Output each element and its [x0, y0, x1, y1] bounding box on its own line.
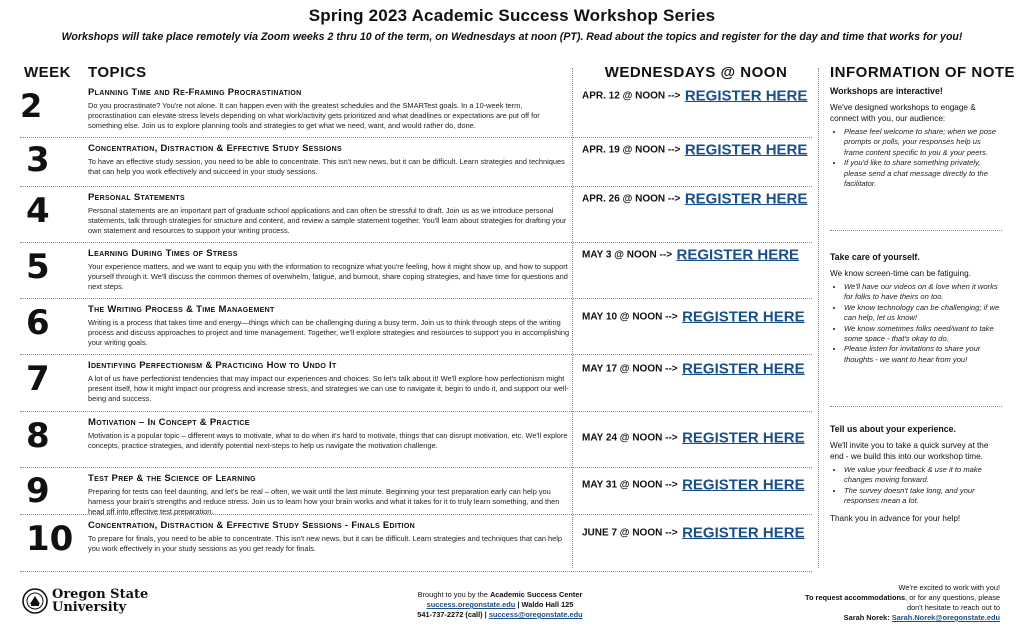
info-bullet: • We know sometimes folks need/want to take some space - that's okay to do.: [844, 324, 1002, 345]
workshop-description: Do you procrastinate? You're not alone. It can happen even with the greatest schedules and the SMARTest goals. In a 10-week term, procrastination can elevate stress levels depending on what work/activity gets prioritized and what deadlines or expectations are put off for something else. Join us to explore planning tools and strategies to get what we need, want, and would rather do, done.: [88, 101, 540, 131]
workshop-description: Personal statements are an important part of graduate school applications and can often be stressful to draft. Join us as we introduce personal statements, talk through strategies for structure and content, and review a sample statement together. You'll learn about strategies for drafting your own statement and resources to support your writing process.: [88, 206, 567, 236]
info-bullets: [830, 282, 1002, 365]
footer-excited: We're excited to work with you!: [898, 583, 1000, 592]
info-bullet: • Please feel welcome to share; when we pose prompts or polls, your responses help us frame content specific to you & your peers.: [844, 127, 1002, 158]
info-bullet: • The survey doesn't take long, and your responses mean a lot.: [844, 486, 1002, 507]
footer-center-name: Academic Success Center: [489, 590, 583, 599]
workshop-date: MAY 3 @ NOON -->: [582, 249, 673, 261]
info-bullets: [830, 465, 1002, 507]
workshop-title: Motivation – In Concept & Practice: [88, 417, 250, 428]
workshop-title: Identifying Perfectionism & Practicing How to Undo It: [88, 360, 337, 371]
register-link[interactable]: REGISTER HERE: [682, 524, 805, 542]
page-title: Spring 2023 Academic Success Workshop Series: [308, 6, 716, 25]
footer-contact: [800, 613, 1000, 623]
workshop-schedule: [582, 190, 814, 208]
week-number: 9: [26, 471, 50, 511]
workshop-title: The Writing Process & Time Management: [88, 304, 275, 315]
info-bullet: • Please listen for invitations to share your thoughts - we want to hear from you!: [844, 344, 1002, 365]
footer-contact-line: [380, 610, 620, 620]
workshop-schedule: [582, 476, 814, 494]
register-link[interactable]: REGISTER HERE: [684, 87, 808, 105]
workshop-date: APR. 12 @ NOON -->: [582, 90, 681, 102]
workshop-title: Test Prep & the Science of Learning: [88, 473, 256, 484]
footer-center-info: [380, 590, 620, 620]
week-number: 3: [26, 140, 50, 180]
footer-web-line: [380, 600, 620, 610]
contact-email-link[interactable]: Sarah.Norek@oregonstate.edu: [891, 613, 1000, 622]
info-column-header: INFORMATION OF NOTE: [830, 64, 1016, 81]
week-number: 6: [26, 303, 50, 343]
footer-accommodations-text: [800, 593, 1000, 613]
workshop-title: Concentration, Distraction & Effective Study Sessions - Finals Edition: [88, 520, 416, 531]
center-location: | Waldo Hall 125: [517, 600, 574, 609]
register-link[interactable]: REGISTER HERE: [684, 141, 808, 159]
info-bullet: • We value your feedback & use it to make changes moving forward.: [844, 465, 1002, 486]
week-column-header: WEEK: [24, 64, 71, 81]
register-link[interactable]: REGISTER HERE: [682, 360, 805, 378]
workshop-description: Motivation is a popular topic – different ways to motivate, what to do when it's hard to motivate, things that can disrupt motivation, etc. We'll explore concepts, practice strategies, and identify potential next-steps to help us navigate the motivation challenge.: [88, 431, 568, 451]
footer-accommodations: [800, 583, 1000, 623]
workshop-row: [20, 354, 812, 411]
workshop-schedule: [582, 429, 814, 447]
footer-credit: [380, 590, 620, 600]
workshop-title: Planning Time and Re-Framing Procrastination: [88, 87, 302, 98]
register-link[interactable]: REGISTER HERE: [682, 429, 805, 447]
workshop-schedule: [582, 308, 814, 326]
workshop-schedule: [582, 246, 814, 264]
university-logo: [22, 586, 148, 616]
info-heading: Workshops are interactive!: [830, 86, 943, 96]
workshop-description: To prepare for finals, you need to be able to concentrate. This isn't new news, but it can be difficult. Learn strategies and techniques that can help you work effectively in your study sessions as you get ready for finals.: [88, 534, 563, 554]
info-bullet: • We'll have our videos on & love when it works for folks to have theirs on too.: [844, 282, 1002, 303]
info-bullet: • We know technology can be challenging; if we can help, let us know!: [844, 303, 1002, 324]
info-heading: Take care of yourself.: [830, 252, 920, 262]
info-divider: [830, 406, 1002, 407]
week-number: 7: [26, 359, 50, 399]
workshop-schedule: [582, 360, 814, 378]
week-number: 8: [26, 416, 50, 456]
workshop-date: MAY 24 @ NOON -->: [582, 432, 678, 444]
info-heading: Tell us about your experience.: [830, 424, 956, 434]
workshop-date: APR. 19 @ NOON -->: [582, 144, 681, 156]
accommodations-text: , or for any questions, please don't hesitate to reach out to: [905, 593, 1000, 612]
workshop-row: [20, 514, 812, 571]
register-link[interactable]: REGISTER HERE: [684, 190, 808, 208]
workshop-title: Concentration, Distraction & Effective Study Sessions: [88, 143, 342, 154]
workshop-row: [20, 84, 812, 136]
info-interactive-section: [830, 86, 1002, 189]
info-care-section: [830, 252, 1002, 365]
info-thanks: Thank you in advance for your help!: [830, 513, 961, 523]
info-intro: We'll invite you to take a quick survey at the end - we build this into our workshop time.: [830, 441, 989, 461]
column-divider: [818, 68, 819, 568]
workshop-row: [20, 186, 812, 242]
workshop-description: Your experience matters, and we want to equip you with the information to recognize what you're feeling, how it might show up, and how to support yourself through it. We'll discuss the common themes of overwhelm, fatigue, and burnout, share coping strategies, and have time for questions and next steps.: [88, 262, 568, 292]
accommodations-label: To request accommodations: [805, 593, 906, 602]
info-intro: We've designed workshops to engage & connect with you, our audience:: [830, 103, 976, 123]
workshop-description: To have an effective study session, you need to be able to concentrate. This isn't new news, but it can be difficult. Learn strategies and techniques that can help you work effectively and succeed in your study sessions.: [88, 157, 565, 177]
info-divider: [830, 230, 1002, 231]
footer-credit-prefix: Brought to you by the: [417, 590, 488, 599]
register-link[interactable]: REGISTER HERE: [676, 246, 800, 264]
week-number: 4: [26, 191, 50, 231]
page-subtitle: Workshops will take place remotely via Zoom weeks 2 thru 10 of the term, on Wednesdays at noon (PT). Read about the topics and register for the day and time that works for you!: [61, 31, 963, 43]
info-intro: We know screen-time can be fatiguing.: [830, 269, 971, 278]
info-bullet: • If you'd like to share something privately, please send a chat message directly to the facilitator.: [844, 158, 1002, 189]
workshop-date: APR. 26 @ NOON -->: [582, 193, 681, 205]
workshop-title: Learning During Times of Stress: [88, 248, 238, 259]
week-number: 2: [20, 87, 43, 125]
seal-icon: [22, 586, 48, 616]
workshop-row: [20, 137, 812, 186]
workshop-date: MAY 10 @ NOON -->: [582, 311, 678, 323]
workshop-row: [20, 467, 812, 517]
week-number: 5: [26, 247, 50, 287]
workshop-description: A lot of us have perfectionist tendencies that may impact our experiences and choices. So let's talk about it! We'll explore how perfectionism might present itself, how it might impact our progress and increase stress, and strategies we can use to navigate it, begin to undo it, and support our well-being and success.: [88, 374, 569, 404]
workshop-schedule: [582, 524, 814, 542]
topics-column-header: TOPICS: [88, 64, 147, 81]
register-link[interactable]: REGISTER HERE: [682, 476, 805, 494]
workshop-row: [20, 242, 812, 298]
contact-name: Sarah Norek:: [843, 613, 890, 622]
logo-line: Oregon State: [52, 587, 149, 602]
center-email-link[interactable]: success@oregonstate.edu: [488, 610, 583, 619]
workshop-row: [20, 411, 812, 467]
workshop-date: MAY 31 @ NOON -->: [582, 479, 678, 491]
center-phone: 541-737-2272 (call) |: [417, 610, 487, 619]
workshop-schedule: [582, 87, 814, 105]
workshop-description: Writing is a process that takes time and energy—things which can be challenging during a busy term. Join us to think through steps of the writing process and discuss approaches to project and time management. Together, we'll explore strategies and resources to support you in accomplishing your writing goals.: [88, 318, 570, 348]
workshop-description: Preparing for tests can feel daunting, and let's be real – often, we wait until the last minute. Beginning your test preparation early can help you harness your brain's strengths and reduce stress. Join us to learn how your brain works and what it takes for it to truly learn something, and then head off into effective test preparation.: [88, 487, 560, 517]
register-link[interactable]: REGISTER HERE: [682, 308, 805, 326]
workshop-date: JUNE 7 @ NOON -->: [582, 527, 678, 539]
workshop-date: MAY 17 @ NOON -->: [582, 363, 678, 375]
info-experience-section: [830, 424, 1002, 524]
workshop-row: [20, 298, 812, 354]
wednesdays-column-header: WEDNESDAYS @ NOON: [604, 64, 788, 81]
week-number: 10: [26, 519, 74, 559]
center-website-link[interactable]: success.oregonstate.edu: [426, 600, 516, 609]
logo-line: University: [52, 600, 127, 615]
info-bullets: [830, 127, 1002, 189]
workshop-schedule: [582, 141, 814, 159]
workshop-title: Personal Statements: [88, 192, 185, 203]
